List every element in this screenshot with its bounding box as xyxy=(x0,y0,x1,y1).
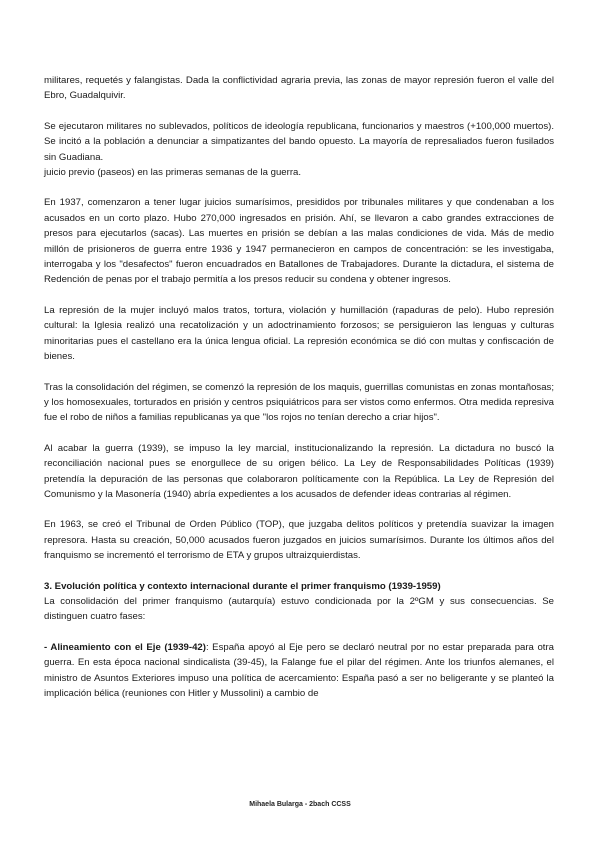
paragraph-ley-marcial: Al acabar la guerra (1939), se impuso la ley marcial, institucionalizando la represión. La dictadura no buscó la reconciliación nacional pues se enorgullece de su origen bélico. La Ley de Responsabilidades Políticas (1939) pretendía la depuración de las personas que colaboraron políticamente con la República. La Ley de Represión del Comunismo y la Masonería (1940) abría expedientes a los acusados de defender ideas contrarias al régimen. xyxy=(44,442,554,500)
paragraph-zonas-represion: militares, requetés y falangistas. Dada la conflictividad agraria previa, las zonas de mayor represión fueron el valle del Ebro, Guadalquivir. xyxy=(44,75,554,102)
document-body xyxy=(44,73,554,716)
section-intro: La consolidación del primer franquismo (autarquía) estuvo condicionada por la 2ºGM y sus consecuencias. Se distinguen cuatro fases: xyxy=(44,595,554,623)
phase-label: - Alineamiento con el Eje (1939-42) xyxy=(44,641,206,653)
paragraph-maquis: Tras la consolidación del régimen, se comenzó la represión de los maquis, guerrillas comunistas en zonas montañosas; y los homosexuales, torturados en prisión y centros psiquiátricos para ser vistos como enfermos. Otra medida represiva fue el robo de niños a familias republicanas ya que "los rojos no tenían derecho a criar hijos". xyxy=(44,381,554,424)
paragraph-represion-mujer: La represión de la mujer incluyó malos tratos, tortura, violación y humillación (rapaduras de pelo). Hubo represión cultural: la Iglesia realizó una recatolización y un adoctrinamiento forzosos; se persiguieron las lenguas y culturas minoritarias pues el castellano era la única lengua oficial. La represión económica se dió con multas y confiscación de bienes. xyxy=(44,304,554,363)
paragraph-ejecuciones: Se ejecutaron militares no sublevados, políticos de ideología republicana, funcionarios y maestros (+100,000 muertos). Se incitó a la población a denunciar a simpatizantes del bando opuesto. La mayoría de represaliados fueron fusilados sin Guadiana. xyxy=(44,120,554,163)
section-title: 3. Evolución política y contexto internacional durante el primer franquismo (1939-1959) xyxy=(44,580,441,592)
page-footer: Mihaela Bularga - 2bach CCSS xyxy=(249,801,351,808)
paragraph-paseos: juicio previo (paseos) en las primeras semanas de la guerra. xyxy=(44,167,302,179)
paragraph-top: En 1963, se creó el Tribunal de Orden Público (TOP), que juzgaba delitos políticos y pretendía suavizar la imagen represora. Hasta su creación, 50,000 acusados fueron juzgados en juicios sumarísimos. Durante los últimos años del franquismo se incrementó el terrorismo de ETA y grupos ultraizquierdistas. xyxy=(44,519,554,562)
paragraph-juicios-sumarisimos: En 1937, comenzaron a tener lugar juicios sumarísimos, presididos por tribunales militares y que condenaban a los acusados en un corto plazo. Hubo 270,000 ingresados en prisión. Ahí, se llevaron a cabo grandes extracciones de presos para ejecutarlos (sacas). Las muertes en prisión se debían a las malas condiciones de vida. Más de medio millón de prisioneros de guerra entre 1936 y 1947 permanecieron en campos de concentración: se les investigaba, interrogaba y los "desafectos" fueron encuadrados en Batallones de Trabajadores. Durante la dictadura, el sistema de Redención de penas por el trabajo permitía a los presos reducir su condena y obtener ingresos. xyxy=(44,197,554,286)
phase-paragraph xyxy=(44,640,554,702)
phase-text: : España apoyó al Eje pero se declaró neutral por no estar preparada para otra guerra. En esta época nacional sindicalista (39-45), la Falange fue el pilar del régimen. Ante los triunfos alemanes, el ministro de Asuntos Exteriores impuso una política de acercamiento: España pasó a ser no beligerante y se planteó la implicación bélica (reuniones con Hitler y Mussolini) a cambio de xyxy=(44,641,554,699)
